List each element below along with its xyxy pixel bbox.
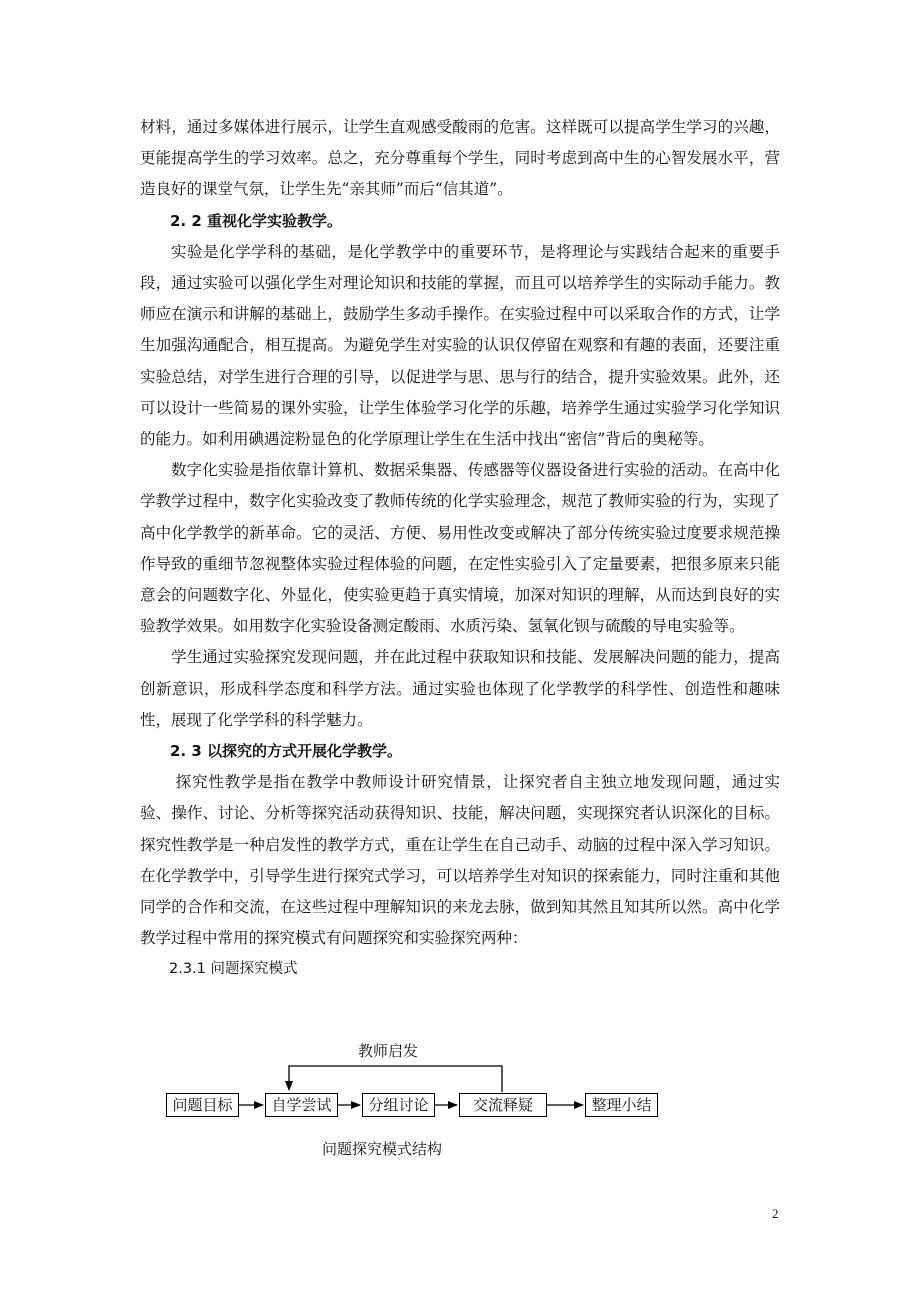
paragraph-digital-experiment: 数字化实验是指依靠计算机、数据采集器、传感器等仪器设备进行实验的活动。在高中化学教学过程中，数字化实验改变了教师传统的化学实验理念，规范了教师实验的行为，实现了高中化学教学的新革命。它的灵活、方便、易用性改变或解决了部分传统实验过度要求规范操作导致的重细节忽视整体实验过程体验的问题，在定性实验引入了定量要素，把很多原来只能意会的问题数字化、外显化，使实验更趋于真实情境，加深对知识的理解，从而达到良好的实验教学效果。如用数字化实验设备测定酸雨、水质污染、氢氧化钡与硫酸的导电实验等。 xyxy=(140,461,780,636)
step-box-summary: 整理小结 xyxy=(585,1093,658,1117)
diagram-caption: 问题探究模式结构 xyxy=(322,1140,443,1158)
section-heading-2-2: 2. 2 重视化学实验教学。 xyxy=(170,211,343,230)
section-heading-2-3: 2. 3 以探究的方式开展化学教学。 xyxy=(170,742,403,761)
paragraph-acid-rain-end: 材料，通过多媒体进行展示，让学生直观感受酸雨的危害。这样既可以提高学生学习的兴趣，更能提高学生的学习效率。总之，充分尊重每个学生，同时考虑到高中生的心智发展水平，营造良好的课堂气氛，让学生先“亲其师”而后“信其道”。 xyxy=(140,118,780,199)
body-text xyxy=(140,112,780,986)
paragraph-experiment-teaching: 实验是化学学科的基础，是化学教学中的重要环节，是将理论与实践结合起来的重要手段，通过实验可以强化学生对理论知识和技能的掌握，而且可以培养学生的实际动手能力。教师应在演示和讲解的基础上，鼓励学生多动手操作。在实验过程中可以采取合作的方式，让学生加强沟通配合，相互提高。为避免学生对实验的认识仅停留在观察和有趣的表面，还要注重实验总结，对学生进行合理的引导，以促进学与思、思与行的结合，提升实验效果。此外，还可以设计一些简易的课外实验，让学生体验学习化学的乐趣，培养学生通过实验学习化学知识的能力。如利用碘遇淀粉显色的化学原理让学生在生活中找出“密信”背后的奥秘等。 xyxy=(140,242,780,449)
paragraph-experiment-inquiry: 学生通过实验探究发现问题，并在此过程中获取知识和技能、发展解决问题的能力，提高创新意识，形成科学态度和科学方法。通过实验也体现了化学教学的科学性、创造性和趣味性，展现了化学学科的科学魅力。 xyxy=(140,648,780,729)
feedback-label: 教师启发 xyxy=(358,1042,419,1060)
feedback-loop-arrow xyxy=(289,1066,502,1092)
section-heading-2-3-1: 2.3.1 问题探究模式 xyxy=(169,961,298,978)
inquiry-model-diagram xyxy=(0,1030,920,1180)
page-number: 2 xyxy=(772,1206,779,1221)
step-box-self-study: 自学尝试 xyxy=(265,1093,338,1117)
step-box-exchange: 交流释疑 xyxy=(459,1093,547,1117)
step-box-group-discussion: 分组讨论 xyxy=(362,1093,435,1117)
step-box-goal: 问题目标 xyxy=(166,1093,239,1117)
paragraph-inquiry-teaching: 探究性教学是指在教学中教师设计研究情景，让探究者自主独立地发现问题，通过实验、操作、讨论、分析等探究活动获得知识、技能，解决问题，实现探究者认识深化的目标。探究性教学是一种启发性的教学方式，重在让学生在自己动手、动脑的过程中深入学习知识。在化学教学中，引导学生进行探究式学习，可以培养学生对知识的探索能力，同时注重和其他同学的合作和交流，在这些过程中理解知识的来龙去脉，做到知其然且知其所以然。高中化学教学过程中常用的探究模式有问题探究和实验探究两种： xyxy=(140,773,780,948)
